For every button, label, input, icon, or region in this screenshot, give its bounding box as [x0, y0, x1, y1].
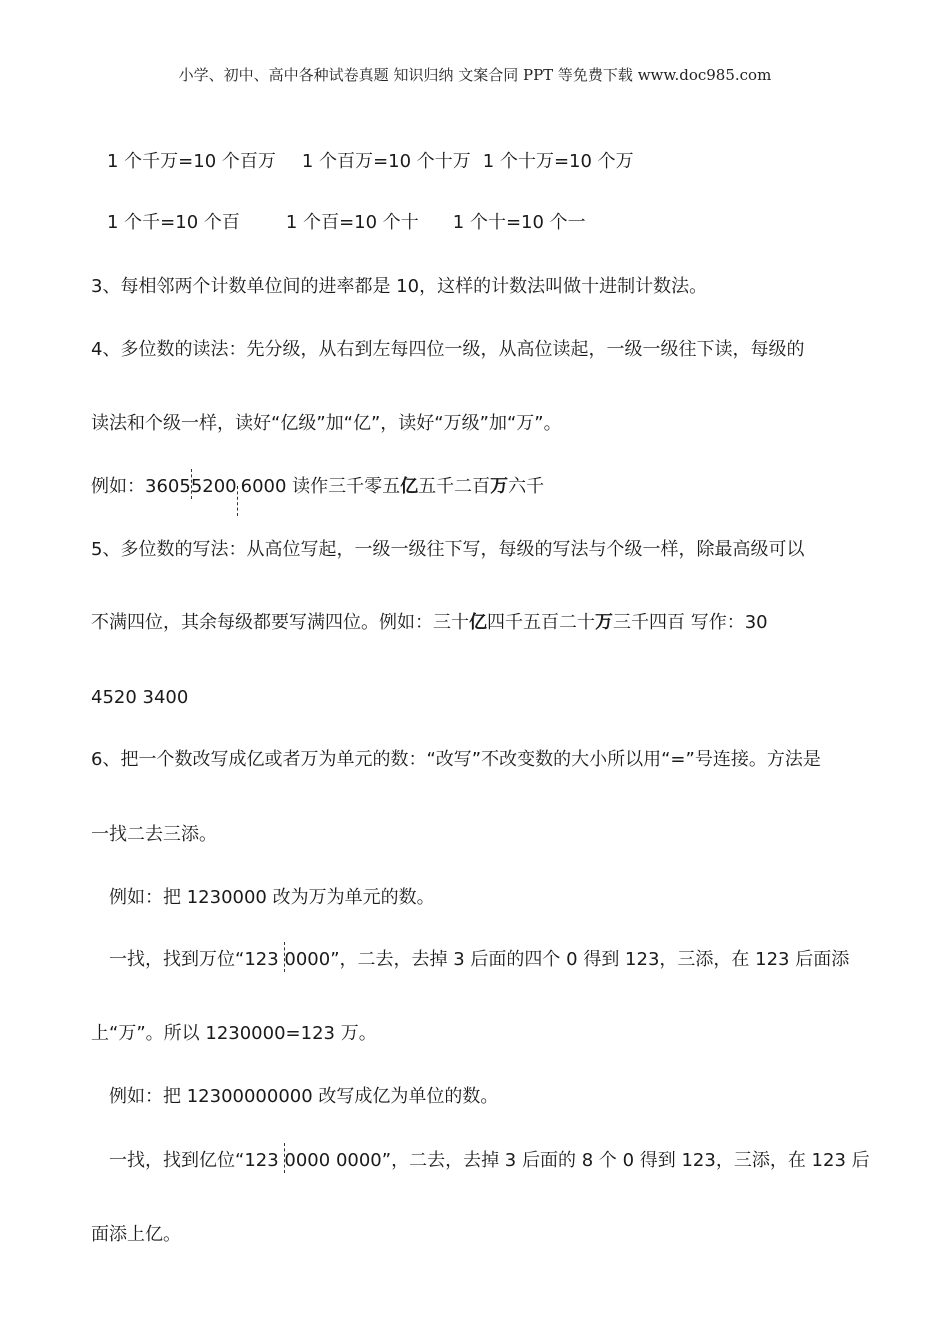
item-6-line-1: 6、把一个数改写成亿或者万为单元的数：“改写”不改变数的大小所以用“=”号连接。方法是 [91, 749, 821, 770]
item-6-line-2: 一找二去三添。 [91, 824, 217, 845]
step-wan: 一找，找到万位“123 0000”，二去，去掉 3 后面的四个 0 得到 123，三添，在 123 后面添 [109, 949, 850, 970]
level-divider: 0 [284, 1150, 296, 1171]
item-4-line-1: 4、多位数的读法：先分级，从右到左每四位一级，从高位读起，一级一级往下读，每级的 [91, 339, 805, 360]
item-4-line-2: 读法和个级一样，读好“亿级”加“亿”，读好“万级”加“万”。 [91, 413, 562, 434]
item-5-line-3: 4520 3400 [91, 687, 189, 708]
example-reading: 例如：36055200 6000 读作三千零五亿五千二百万六千 [91, 476, 545, 497]
item-5-line-1: 5、多位数的写法：从高位写起，一级一级往下写，每级的写法与个级一样，除最高级可以 [91, 539, 805, 560]
example-wan: 例如：把 1230000 改为万为单元的数。 [109, 887, 435, 908]
unit-eq: 1 个千=10 个百 [107, 212, 240, 233]
item-5-line-2: 不满四位，其余每级都要写满四位。例如：三十亿四千五百二十万三千四百 写作：30 [91, 612, 768, 633]
unit-row-2 [107, 211, 586, 235]
step-yi-result: 面添上亿。 [91, 1224, 181, 1245]
step-yi: 一找，找到亿位“123 0000 0000”，二去，去掉 3 后面的 8 个 0 得到 123，三添，在 123 后 [109, 1150, 870, 1171]
page-header: 小学、初中、高中各种试卷真题 知识归纳 文案合同 PPT 等免费下载 www.doc985.com [178, 66, 772, 84]
level-divider: 0 [284, 949, 296, 970]
unit-eq: 1 个十=10 个一 [452, 212, 586, 233]
unit-eq: 1 个百万=10 个十万 [301, 151, 471, 172]
unit-eq: 1 个百=10 个十 [285, 212, 419, 233]
unit-eq: 1 个十万=10 个万 [482, 151, 634, 172]
item-3: 3、每相邻两个计数单位间的进率都是 10，这样的计数法叫做十进制计数法。 [91, 276, 708, 297]
step-wan-result: 上“万”。所以 1230000=123 万。 [91, 1023, 377, 1044]
unit-row-1 [107, 150, 634, 174]
unit-eq: 1 个千万=10 个百万 [107, 151, 276, 172]
level-divider: 5200 [190, 476, 237, 497]
example-yi: 例如：把 12300000000 改写成亿为单位的数。 [109, 1086, 499, 1107]
